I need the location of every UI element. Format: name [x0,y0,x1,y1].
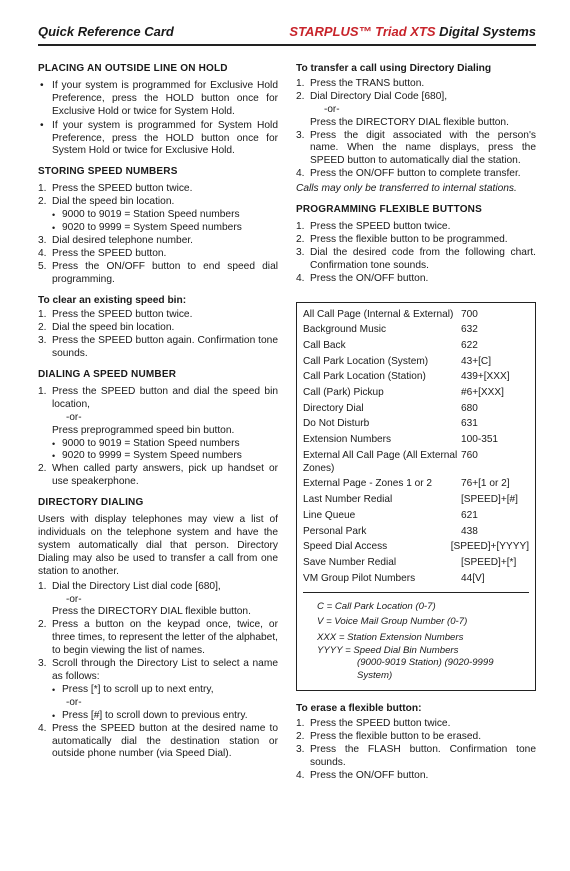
or-text: -or- [66,411,82,423]
feature-code: 621 [461,509,478,521]
feature-code: [SPEED]+[#] [461,494,518,506]
brand-suffix: Digital Systems [435,24,536,39]
step: 3. Press the digit associated with the person's name. When the name displays, press the SPEED button to automatically dial the station. [296,129,536,167]
feature-name: VM Group Pilot Numbers [303,572,416,584]
header-title: Quick Reference Card [38,24,174,39]
section-transfer [296,63,536,196]
table-row [303,573,529,586]
step: 3. Press the FLASH button. Confirmation tone sounds. [296,743,536,768]
legend-item: C = Call Park Location (0-7) [317,600,436,612]
section-title: PLACING AN OUTSIDE LINE ON HOLD [38,63,228,74]
step: 3. Dial desired telephone number. [38,234,194,246]
step: 5. Press the ON/OFF button to end speed dial programming. [38,260,278,285]
left-column [38,63,278,769]
table-row [303,526,529,539]
feature-code: 760 [461,449,478,461]
step: 4. Press the SPEED button. [38,247,167,259]
list-item: • 9020 to 9999 = System Speed numbers [38,222,278,235]
feature-name: External All Call Page (All External Zones) [303,449,458,474]
feature-name: Call Park Location (Station) [303,371,426,383]
step: 1. Press the SPEED button twice. [38,183,193,195]
section-directory [38,497,278,761]
or-text: -or- [66,593,82,605]
section-title: DIRECTORY DIALING [38,497,144,509]
table-row [303,450,529,476]
step: 1. Press the SPEED button twice. [296,220,451,232]
step: 4. Press the SPEED button at the desired name to automatically dial the destination station or outside phone number (via Speed Dial). [38,722,278,760]
feature-code: 43+[C] [461,355,492,367]
feature-code: 76+[1 or 2] [461,478,510,490]
step: 2. Dial Directory Dial Code [680], [296,90,448,102]
feature-code: 700 [461,308,478,320]
right-column [296,63,536,791]
alt-text: Press the DIRECTORY DIAL flexible button. [52,606,251,618]
feature-code: 680 [461,402,478,414]
table-row [303,340,529,353]
step: 4. Press the ON/OFF button to complete transfer. [296,168,521,180]
step: 2. Dial the speed bin location. [38,322,175,334]
table-row [303,356,529,369]
section-clear [38,295,278,362]
step: 3. Press the SPEED button again. Confirmation tone sounds. [38,335,278,360]
feature-code: 622 [461,339,478,351]
feature-code: 100-351 [461,434,499,446]
list-item: • 9000 to 9019 = Station Speed numbers [38,209,278,222]
list-item: • Press [*] to scroll up to next entry, [38,684,278,697]
feature-code: 631 [461,418,478,430]
feature-code-table [296,302,536,692]
step: 1. Press the SPEED button twice. [296,717,451,729]
step: 3. Scroll through the Directory List to select a name as follows: [38,658,278,682]
feature-name: Personal Park [303,525,367,537]
step: 1. Press the SPEED button twice. [38,309,193,321]
section-title: PROGRAMMING FLEXIBLE BUTTONS [296,204,482,216]
intro-text: Users with display telephones may view a list of individuals on the telephone system and have the system automatically dial that person. Directory Dialing may also be used to transfer a call from one station to another. [38,514,278,577]
feature-name: Line Queue [303,509,356,521]
list-item: • 9020 to 9999 = System Speed numbers [38,450,278,463]
code-legend [303,592,529,683]
feature-code: [SPEED]+[YYYY] [450,541,529,553]
step: 1. Dial the Directory List dial code [680], [38,580,221,592]
step: 1. Press the SPEED button and dial the speed bin location, [38,385,278,410]
subsection-title: To transfer a call using Directory Dialing [296,63,492,74]
page-header [38,22,536,46]
table-row [303,478,529,491]
table-row [303,371,529,384]
table-row [303,557,529,570]
legend-item: YYYY = Speed Dial Bin Numbers [317,645,459,657]
feature-code: 44[V] [461,572,485,584]
step: 1. Press the TRANS button. [296,77,425,89]
feature-name: Background Music [303,324,387,336]
table-row [303,434,529,447]
step: 2. Press the flexible button to be erased. [296,730,482,742]
list-item: • If your system is programmed for System Hold Preference, press the HOLD button once for System Hold or twice for Exclusive Hold. [38,120,278,159]
feature-name: Save Number Redial [303,556,397,568]
feature-name: Extension Numbers [303,434,392,446]
feature-code: [SPEED]+[*] [461,556,517,568]
or-text: -or- [324,103,340,115]
subsection-title: To erase a flexible button: [296,703,422,715]
feature-name: Last Number Redial [303,494,393,506]
section-title: DIALING A SPEED NUMBER [38,369,177,381]
table-row [303,541,529,554]
list-item: • If your system is programmed for Exclusive Hold Preference, press the HOLD button once for Exclusive Hold or twice for System Hold. [38,80,278,119]
feature-name: Call Back [303,339,346,351]
feature-code: 632 [461,324,478,336]
section-flex [296,204,536,285]
step: 2. Dial the speed bin location. [38,196,175,208]
feature-name: Call (Park) Pickup [303,387,384,399]
subsection-title: To clear an existing speed bin: [38,294,187,306]
table-row [303,418,529,431]
brand-name: STARPLUS™ Triad XTS [289,24,436,39]
table-row [303,324,529,337]
step: 4. Press the ON/OFF button. [296,272,429,284]
legend-item: (9000-9019 Station) (9020-9999 System) [357,657,494,682]
table-row [303,309,529,322]
section-dialing [38,369,278,489]
legend-item: V = Voice Mail Group Number (0-7) [317,616,468,628]
feature-name: Speed Dial Access [303,541,388,553]
section-hold [38,63,278,158]
step: 2. Press the flexible button to be programmed. [296,233,508,245]
list-item: • Press [#] to scroll down to previous entry. [38,710,278,723]
table-row [303,510,529,523]
header-brand [289,24,536,39]
note-text: Calls may only be transferred to internal stations. [296,183,517,195]
table-row [303,403,529,416]
feature-name: All Call Page (Internal & External) [303,308,454,320]
section-storing [38,166,278,286]
feature-code: #6+[XXX] [461,387,504,399]
alt-text: Press the DIRECTORY DIAL flexible button. [310,116,509,128]
step: 2. Press a button on the keypad once, twice, or three times, to represent the letter of the alphabet, to begin viewing the list of names. [38,619,278,657]
feature-name: Directory Dial [303,402,364,414]
alt-text: Press preprogrammed speed bin button. [52,424,235,436]
section-title: STORING SPEED NUMBERS [38,166,178,178]
table-row [303,494,529,507]
feature-name: External Page - Zones 1 or 2 [303,478,433,490]
feature-code: 439+[XXX] [461,371,510,383]
or-text: -or- [66,696,82,708]
feature-name: Call Park Location (System) [303,355,429,367]
list-item: • 9000 to 9019 = Station Speed numbers [38,438,278,451]
step: 4. Press the ON/OFF button. [296,769,429,781]
legend-item: XXX = Station Extension Numbers [317,631,464,643]
step: 2. When called party answers, pick up handset or use speakerphone. [38,463,278,488]
step: 3. Dial the desired code from the following chart. Confirmation tone sounds. [296,246,536,271]
section-erase [296,703,536,782]
table-row [303,387,529,400]
feature-code: 438 [461,525,478,537]
feature-name: Do Not Disturb [303,418,370,430]
